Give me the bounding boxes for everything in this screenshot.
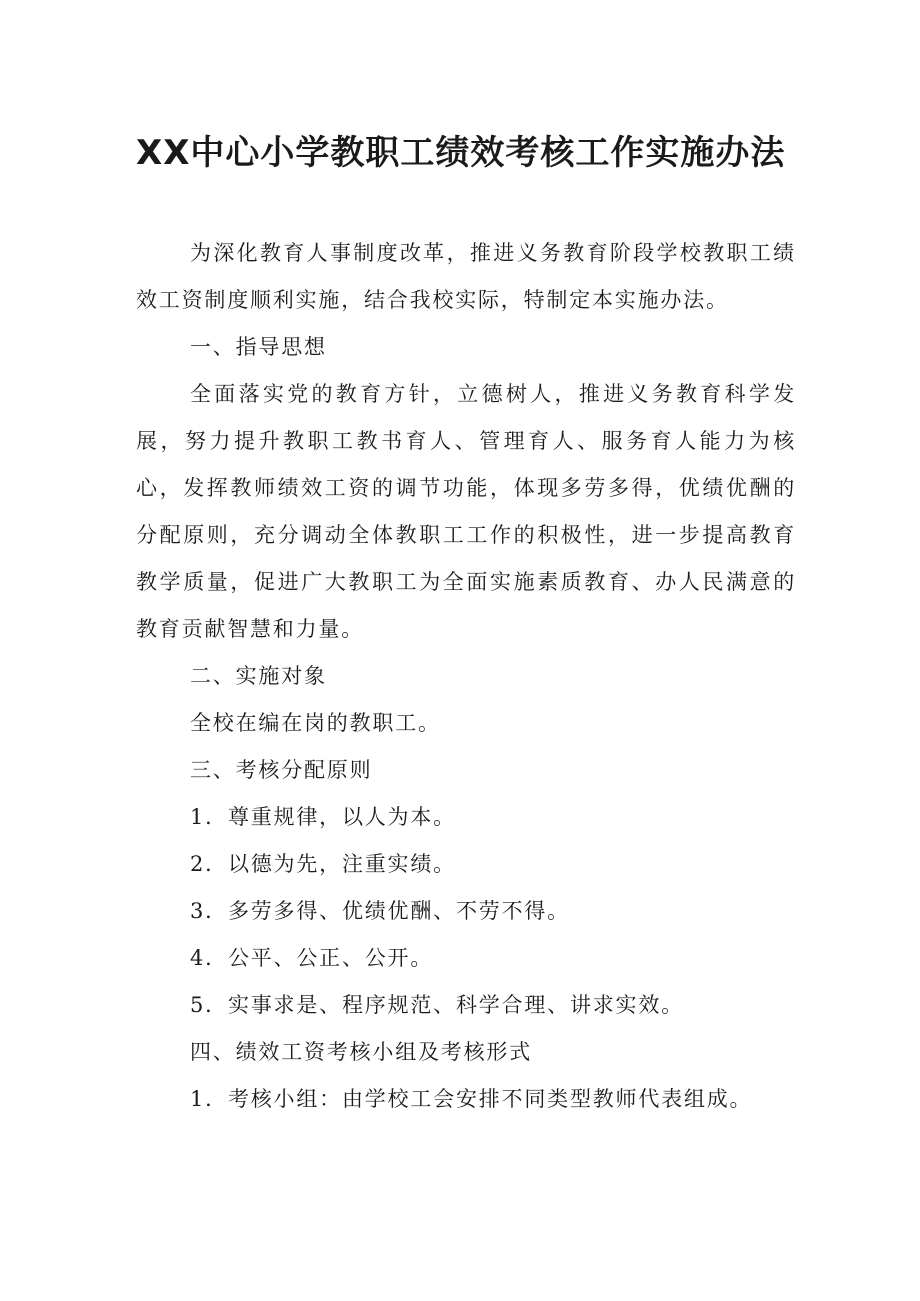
assessment-group-item-1: 1．考核小组：由学校工会安排不同类型教师代表组成。 xyxy=(190,1087,753,1111)
guiding-ideology-paragraph: 全面落实党的教育方针，立德树人，推进义务教育科学发展，努力提升教职工教书育人、管理育人、服务育人能力为核心，发挥教师绩效工资的调节功能，体现多劳多得，优绩优酬的分配原则，充分调动全体教职工工作的积极性，进一步提高教育教学质量，促进广大教职工为全面实施素质教育、办人民满意的教育贡献智慧和力量。 xyxy=(136,382,796,641)
principle-item-4: 4．公平、公正、公开。 xyxy=(190,946,434,970)
intro-paragraph: 为深化教育人事制度改革，推进义务教育阶段学校教职工绩效工资制度顺利实施，结合我校实际，特制定本实施办法。 xyxy=(136,241,796,312)
principle-item-2: 2．以德为先，注重实绩。 xyxy=(190,852,456,876)
principle-item-1: 1．尊重规律，以人为本。 xyxy=(190,805,456,829)
section-heading-target: 二、实施对象 xyxy=(190,664,327,688)
principle-item-5: 5．实事求是、程序规范、科学合理、讲求实效。 xyxy=(190,993,684,1017)
section-heading-assessment-group: 四、绩效工资考核小组及考核形式 xyxy=(190,1040,532,1064)
target-paragraph: 全校在编在岗的教职工。 xyxy=(190,711,441,735)
section-heading-principles: 三、考核分配原则 xyxy=(190,758,373,782)
document-title: XX中心小学教职工绩效考核工作实施办法 xyxy=(136,133,786,173)
document-body xyxy=(136,230,796,1123)
principle-item-3: 3．多劳多得、优绩优酬、不劳不得。 xyxy=(190,899,570,923)
section-heading-guiding-ideology: 一、指导思想 xyxy=(190,335,327,359)
